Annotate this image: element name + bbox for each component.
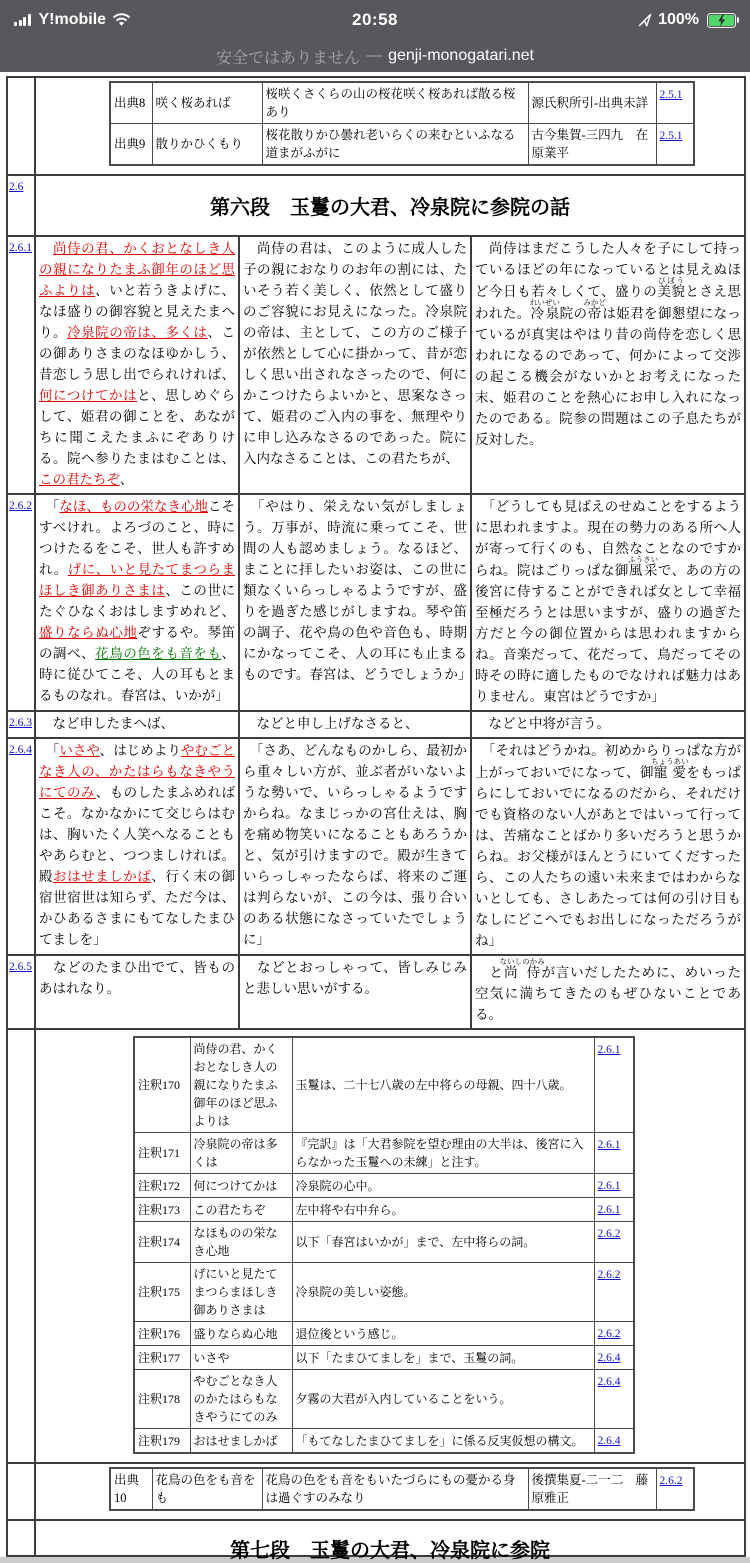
citation-num: 出典10 [110,1468,152,1510]
citation-row [110,124,694,166]
anchor-cell-empty [7,1463,35,1520]
note-section-link[interactable]: 2.6.2 [597,1328,621,1340]
note-section-link[interactable]: 2.6.4 [597,1376,621,1388]
note-section-link[interactable]: 2.6.1 [597,1044,621,1056]
citations-bottom-row [7,1463,745,1520]
passage-rendition-a: 「さあ、どんなものかしら、最初から重々しい方が、並ぶ者がいないような勢いで、いらっしゃるようですからね。なまじっかの宮仕えは、胸を痛め物笑いになることもあろうかと、気が引けますので。殿が生きていらっしゃったならば、将来のご運は判らないが、この今は、張り合いのある状態になさっていたでしょうに」 [239,738,471,955]
passage-anchor-link[interactable]: 2.6.1 [9,242,32,254]
note-linkcell [594,1322,634,1346]
note-row [134,1133,634,1174]
passage-original: など申したまへば、 [35,711,239,738]
note-num: 注釈172 [134,1174,190,1198]
citation-phrase: 咲く桜あれば [152,82,262,124]
url-separator: — [366,47,383,64]
note-row [134,1346,634,1370]
note-text: 以下「春宮はいかが」まで、左中将らの詞。 [292,1222,594,1263]
citation-phrase: 散りかひくもり [152,124,262,166]
passage-original: 尚侍の君、かくおとなしき人の親になりたまふ御年のほど思ふよりは、いと若うきよげに、なほ盛りの御容貌と見えたまへり。冷泉院の帝は、多くは、この御ありさまのなほゆかしう、昔恋しう思し出でられければ、何につけてかはと、思しめぐらして、姫君の御ことを、あながちに聞こえたまふにぞありける。院へ参りたまはむことは、この君たちぞ、 [35,236,239,494]
citation-quote: 花鳥の色をも音をもいたづらにもの憂かる身は過ぐすのみなり [262,1468,528,1510]
section-anchor-link[interactable]: 2.6 [9,181,24,193]
note-section-link[interactable]: 2.6.1 [597,1180,621,1192]
note-section-link[interactable]: 2.6.1 [597,1204,621,1216]
note-row [134,1322,634,1346]
note-text: 冷泉院の美しい姿態。 [292,1263,594,1322]
note-phrase: やむごとなき人のかたはらもなきやうにてのみ [190,1370,292,1429]
passage-rendition-a: などと申し上げなさると、 [239,711,471,738]
note-num: 注釈179 [134,1429,190,1454]
chapter-table [6,76,746,1562]
citations-bottom-table [109,1467,695,1511]
notes-row [7,1029,745,1463]
passage-original: などのたまひ出でて、皆ものあはれなり。 [35,955,239,1029]
note-num: 注釈177 [134,1346,190,1370]
citations-top-table [109,81,695,166]
passage-rendition-b: と尚侍ないしのかみが言いだしたために、めいった空気に満ちてきたのもぜひないことである。 [471,955,745,1029]
wifi-icon [112,13,131,27]
passage-row [7,236,745,494]
anchor-cell-empty [7,77,35,175]
note-num: 注釈170 [134,1037,190,1133]
passage-original: 「なほ、ものの栄なき心地こそすべけれ。よろづのこと、時につけたるをこそ、世人も許すめれ。げに、いと見たてまつらまほしき御ありさまは、この世にたぐひなくおはしますめれど、盛りならぬ心地ぞするや。琴笛の調べ、花鳥の色をも音をも、時に従ひてこそ、人の耳もとまるものなれ。春宮は、いかが」 [35,494,239,711]
note-row [134,1370,634,1429]
passage-anchor-link[interactable]: 2.6.3 [9,717,32,729]
citation-phrase: 花鳥の色をも音をも [152,1468,262,1510]
note-text: 以下「たまひてましを」まで、玉鬘の詞。 [292,1346,594,1370]
note-row [134,1037,634,1133]
note-section-link[interactable]: 2.6.1 [597,1139,621,1151]
anchor-cell-empty [7,1520,35,1556]
citation-section-link[interactable]: 2.6.2 [659,1475,683,1487]
security-warning-label: 安全ではありません [216,49,361,67]
citation-source: 古今集賀-三四九 在原業平 [528,124,656,166]
note-phrase: 尚侍の君、かくおとなしき人の親になりたまふ御年のほど思ふよりは [190,1037,292,1133]
passage-rendition-b: 「それはどうかね。初めからりっぱな方が上がっておいでになって、御寵愛ちょうあいをもっぱらにしておいでになるのだから、それだけでも資格のない人があとではいって行っては、苦痛なことばかり多いだろうと思うからね。お父様がほんとうにいてくだすったら、この人たちの遠い未来まではわからないとしても、さしあたっては何の引け目もなしにどこへでもお出しになっただろうがね」 [471,738,745,955]
citation-source: 源氏釈所引-出典未詳 [528,82,656,124]
note-section-link[interactable]: 2.6.4 [597,1352,621,1364]
note-num: 注釈178 [134,1370,190,1429]
battery-percent: 100% [658,11,699,28]
note-phrase: この君たちぞ [190,1198,292,1222]
note-linkcell [594,1429,634,1454]
passage-row [7,738,745,955]
note-text: 退位後という感じ。 [292,1322,594,1346]
note-text: 『完訳』は「大君参院を望む理由の大半は、後宮に入らなかった玉鬘への未練」と注す。 [292,1133,594,1174]
note-section-link[interactable]: 2.6.4 [597,1435,621,1447]
note-linkcell [594,1133,634,1174]
anchor-cell-empty [7,1029,35,1463]
carrier-label: Y!mobile [38,11,107,28]
note-row [134,1263,634,1322]
status-bar [0,0,750,40]
note-phrase: おはせましかば [190,1429,292,1454]
citation-source: 後撰集夏-二一二 藤原雅正 [528,1468,656,1510]
note-row [134,1429,634,1454]
note-text: 「もてなしたまひてましを」に係る反実仮想の構文。 [292,1429,594,1454]
note-num: 注釈173 [134,1198,190,1222]
note-linkcell [594,1174,634,1198]
note-linkcell [594,1370,634,1429]
passage-anchor-link[interactable]: 2.6.4 [9,744,32,756]
note-phrase: 盛りならぬ心地 [190,1322,292,1346]
citation-row [110,1468,694,1510]
passage-anchor-link[interactable]: 2.6.2 [9,500,32,512]
battery-charging-icon [707,13,736,28]
passage-anchor-link[interactable]: 2.6.5 [9,961,32,973]
citation-num: 出典8 [110,82,152,124]
note-phrase: 冷泉院の帝は多くは [190,1133,292,1174]
note-text: 夕霧の大君が入内していることをいう。 [292,1370,594,1429]
clock: 20:58 [352,10,398,29]
note-phrase: いさや [190,1346,292,1370]
note-linkcell [594,1037,634,1133]
citation-section-link[interactable]: 2.5.1 [659,89,683,101]
section-title: 第六段 玉鬘の大君、冷泉院に参院の話 [210,197,571,219]
passage-rendition-b: 尚侍はまだこうした人々を子にして持っているほどの年になっているとは見えぬほど今日も若々しくて、盛りの美貌びぼうとさえ思われた。冷泉れいぜい院の帝みかどは姫君を御懇望になっているが真実はやはり昔の尚侍を恋しく思われになるのであって、何かによって交渉の起こる機会がないかとお考えになった末、姫君のことを熱心にお申し入れになったのである。院参の問題はこの子息たちが反対した。 [471,236,745,494]
note-phrase: なほものの栄なき心地 [190,1222,292,1263]
note-text: 左中将や右中弁ら。 [292,1198,594,1222]
passage-rendition-a: 「やはり、栄えない気がしましょう。万事が、時流に乗ってこそ、世間の人も認めましょう。なるほど、まことに拝したいお姿は、この世に類なくいらっしゃるようですが、盛りを過ぎた感じがしますね。琴や笛の調子、花や鳥の色や音色も、時期にかなってこそ、人の耳にも止まるものです。春宮は、どうでしょうか」 [239,494,471,711]
web-content [0,72,750,1562]
note-section-link[interactable]: 2.6.2 [597,1228,621,1240]
citation-quote: 桜花散りかひ曇れ老いらくの来むといふなる道まがふがに [262,124,528,166]
note-num: 注釈171 [134,1133,190,1174]
citation-row [110,82,694,124]
note-row [134,1174,634,1198]
cellular-signal-icon [14,14,31,26]
citation-quote: 桜咲くさくらの山の桜花咲く桜あれば散る桜あり [262,82,528,124]
passage-rendition-b: 「どうしても見ばえのせぬことをするように思われますよ。現在の勢力のある所へ人が寄って行くのも、自然なことなのですからね。院はごりっぱな御風采ふうさいで、あの方の後宮に侍することができれば女として幸福至極だろうとは思いますが、盛りの過ぎた方だと今の御位置からは思われますからね。音楽だって、花だって、鳥だってその時その時に適したものでなければ魅力はありません。東宮はどうですか」 [471,494,745,711]
passage-rendition-a: 尚侍の君は、このように成人した子の親におなりのお年の割には、たいそう若く美しく、依然として盛りのご容貌にお見えになった。冷泉院の帝は、主として、この方のご様子が依然として心に掛かって、昔が恋しく思い出されなさったので、何にかこつけたらよいかと、思案なさって、姫君のご入内の事を、無理やりに申し込みなさるのであった。院に入内なさることは、この君たちが、 [239,236,471,494]
note-section-link[interactable]: 2.6.2 [597,1269,621,1281]
note-text: 冷泉院の心中。 [292,1174,594,1198]
note-phrase: げにいと見たてまつらまほしき御ありさまは [190,1263,292,1322]
note-phrase: 何につけてかは [190,1174,292,1198]
citation-num: 出典9 [110,124,152,166]
passage-rendition-a: などとおっしゃって、皆しみじみと悲しい思いがする。 [239,955,471,1029]
citation-section-link[interactable]: 2.5.1 [659,130,683,142]
note-num: 注釈176 [134,1322,190,1346]
browser-address-bar[interactable] [0,40,750,72]
passage-row [7,955,745,1029]
site-domain: genji-monogatari.net [388,47,534,64]
next-section-heading-row [7,1520,745,1556]
note-linkcell [594,1198,634,1222]
note-linkcell [594,1346,634,1370]
note-num: 注釈174 [134,1222,190,1263]
passage-row [7,711,745,738]
passage-row [7,494,745,711]
next-section-title-clipped: 第七段 玉鬘の大君、冷泉院に参院 [230,1540,551,1562]
passage-original: 「いさや、はじめよりやむごとなき人の、かたはらもなきやうにてのみ、ものしたまふめればこそ。なかなかにて交じらはむは、胸いたく人笑へなることもやあらむと、つつましければ。殿おはせましかば、行く末の御宿世宿世は知らず、ただ今は、かひあるさまにもてなしたまひてましを」 [35,738,239,955]
citations-top-row [7,77,745,175]
note-row [134,1198,634,1222]
section-heading-row [7,175,745,236]
location-arrow-icon [638,13,652,27]
notes-table [133,1036,635,1454]
note-linkcell [594,1222,634,1263]
note-text: 玉鬘は、二十七八歳の左中将らの母親、四十八歳。 [292,1037,594,1133]
passage-rendition-b: などと中将が言う。 [471,711,745,738]
note-num: 注釈175 [134,1263,190,1322]
note-row [134,1222,634,1263]
note-linkcell [594,1263,634,1322]
